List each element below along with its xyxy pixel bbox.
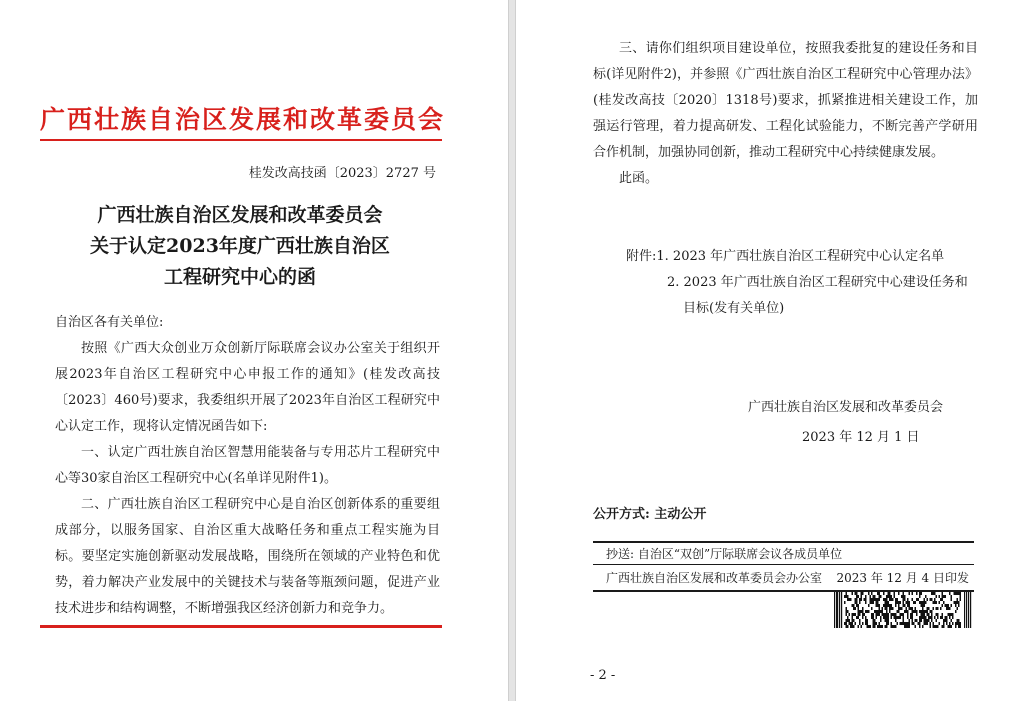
- document-page-left: [0, 0, 508, 701]
- title-line: 工程研究中心的函: [163, 266, 316, 288]
- signature-date: 2023 年 12 月 1 日: [802, 430, 920, 445]
- disclosure-method: 公开方式: 主动公开: [593, 507, 707, 522]
- issuer: 广西壮族自治区发展和改革委员会办公室: [606, 571, 823, 585]
- attachment-item-continued: 目标(发有关单位): [683, 301, 785, 316]
- document-title: [40, 200, 440, 293]
- paragraph: 三、请你们组织项目建设单位，按照我委批复的建设任务和目标(详见附件2)，并参照《广西壮族自治区工程研究中心管理办法》(桂发改高技〔2020〕1318号)要求，抓紧推进相关建设工作，加强运行管理，着力提高研发、工程化试验能力，不断完善产学研用合作机制，加强协同创新，推动工程研究中心持续健康发展。: [593, 41, 978, 160]
- body-paragraphs: [55, 336, 440, 622]
- addressee: 自治区各有关单位:: [55, 315, 164, 330]
- document-number: 桂发改高技函〔2023〕2727 号: [248, 166, 436, 181]
- cc-line: 抄送: 自治区“双创”厅际联席会议各成员单位: [606, 547, 843, 561]
- title-line: 广西壮族自治区发展和改革委员会: [97, 204, 383, 226]
- signature-block: [748, 393, 943, 453]
- barcode-icon: [834, 592, 972, 628]
- title-line: 关于认定2023年度广西壮族自治区: [90, 235, 390, 257]
- page-separator: [508, 0, 516, 701]
- attachments-label: 附件:: [626, 249, 657, 264]
- attachment-item: 2. 2023 年广西壮族自治区工程研究中心建设任务和: [667, 275, 968, 290]
- print-info: [606, 569, 969, 586]
- attachment-item: [626, 244, 986, 270]
- paragraph: 二、广西壮族自治区工程研究中心是自治区创新体系的重要组成部分，以服务国家、自治区重大战略任务和重点工程实施为目标。要坚定实施创新驱动发展战略，围绕所在领域的产业特色和优势，着力解决产业发展中的关键技术与装备等瓶颈问题，促进产业技术进步和结构调整，不断增强我区经济创新力和竞争力。: [55, 497, 440, 616]
- footer-rule: [593, 564, 974, 565]
- page-number: - 2 -: [590, 668, 616, 683]
- org-red-header: 广西壮族自治区发展和改革委员会: [40, 105, 446, 134]
- attachment-text: 1. 2023 年广西壮族自治区工程研究中心认定名单: [656, 249, 945, 264]
- paragraph-closing: 此函。: [619, 171, 659, 186]
- signature-org: 广西壮族自治区发展和改革委员会: [748, 400, 944, 415]
- attachments-list: [626, 244, 986, 322]
- paragraph: 按照《广西大众创业万众创新厅际联席会议办公室关于组织开展2023年自治区工程研究中心申报工作的通知》(桂发改高技〔2023〕460号)要求，我委组织开展了2023年自治区工程研究中心认定工作，现将认定情况函告如下:: [55, 341, 440, 434]
- red-divider-bottom: [40, 625, 442, 628]
- red-divider-top: [40, 139, 442, 141]
- paragraph: 一、认定广西壮族自治区智慧用能装备与专用芯片工程研究中心等30家自治区工程研究中心(名单详见附件1)。: [55, 445, 440, 486]
- print-date: 2023 年 12 月 4 日印发: [836, 571, 969, 585]
- footer-rule: [593, 541, 974, 543]
- right-body-paragraphs: [593, 36, 978, 192]
